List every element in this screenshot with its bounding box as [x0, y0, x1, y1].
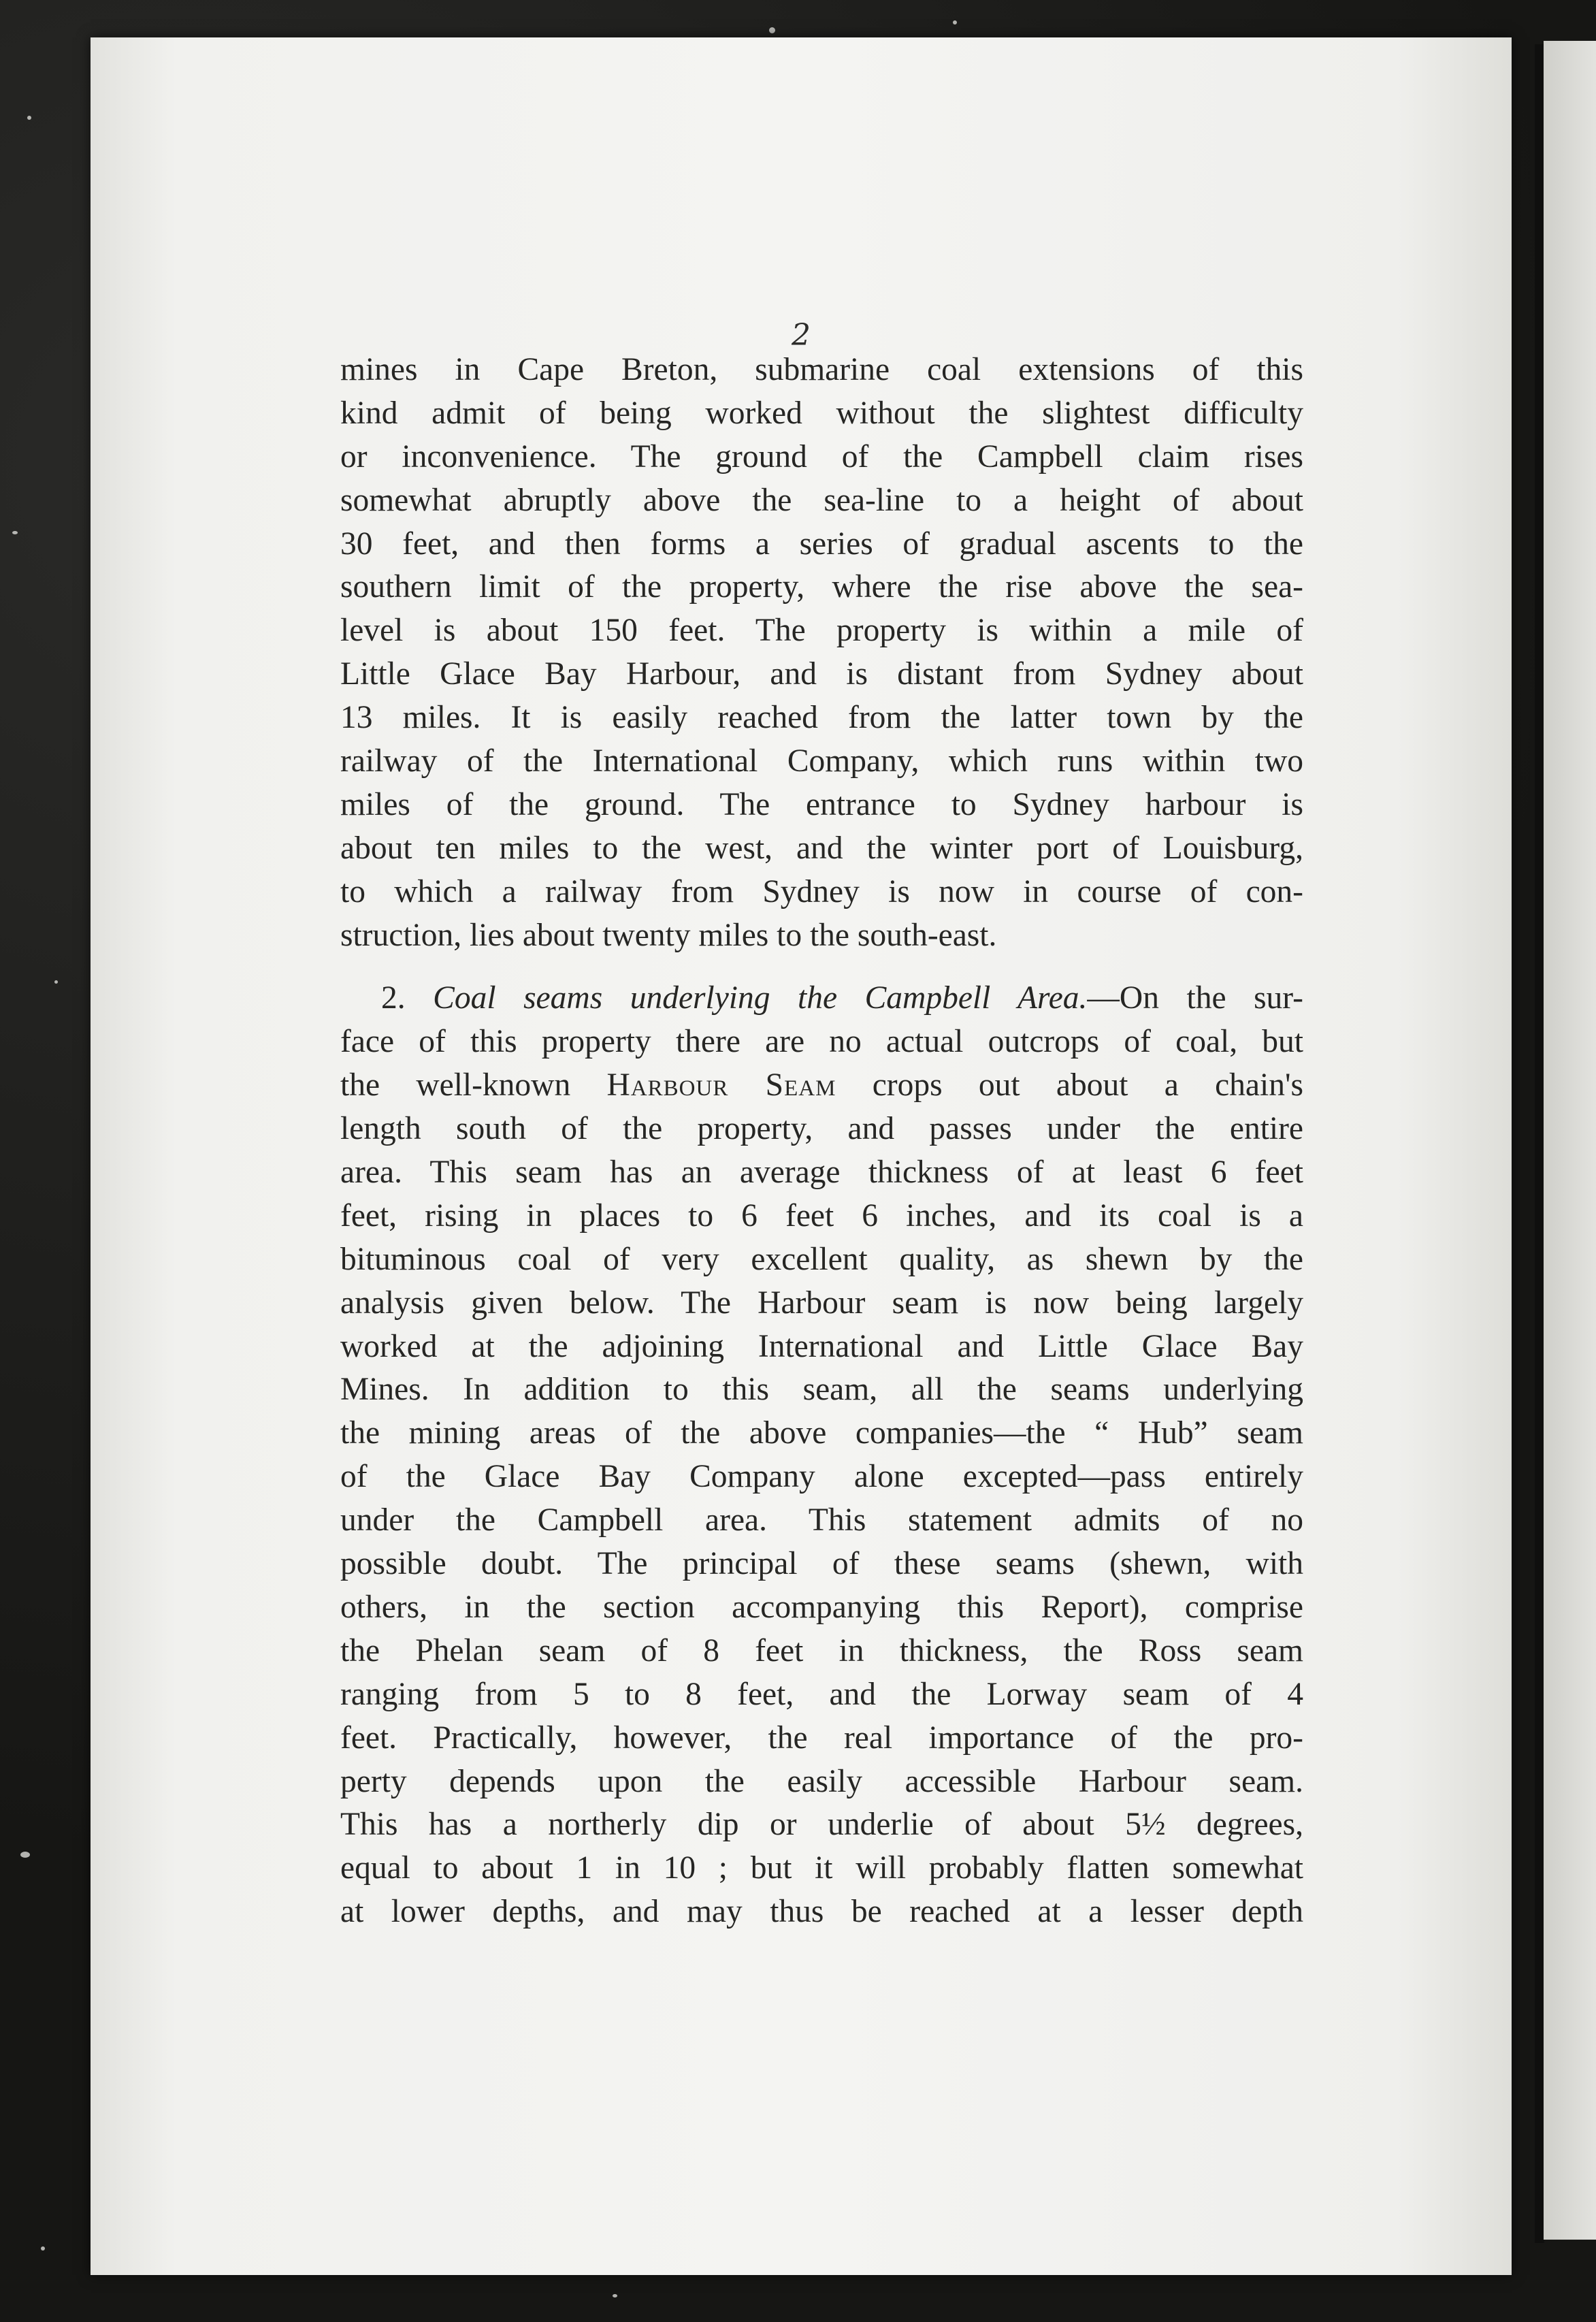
text-line: southern limit of the property, where the rise above the sea-: [340, 569, 1303, 605]
text-line: at lower depths, and may thus be reached at a lesser depth: [340, 1894, 1303, 1930]
dust-speck: [613, 2294, 617, 2297]
text-line: length south of the property, and passes under the entire: [340, 1111, 1303, 1147]
text-line: mines in Cape Breton, submarine coal extensions of this: [340, 352, 1303, 387]
text-line: area. This seam has an average thickness of at least 6 feet: [340, 1155, 1303, 1191]
text-line: possible doubt. The principal of these seams (shewn, with: [340, 1546, 1303, 1582]
text-line: to which a railway from Sydney is now in course of con-: [340, 873, 1303, 909]
text-line: miles of the ground. The entrance to Sydney harbour is: [340, 786, 1303, 822]
facing-page-edge: [1544, 41, 1596, 2240]
text-line: equal to about 1 in 10 ; but it will probably flatten somewhat: [340, 1850, 1303, 1886]
text-line: the mining areas of the above companies—the “ Hub” seam: [340, 1415, 1303, 1451]
text-line: 13 miles. It is easily reached from the latter town by the: [340, 700, 1303, 736]
text-line: others, in the section accompanying this Report), comprise: [340, 1589, 1303, 1625]
text-line: ranging from 5 to 8 feet, and the Lorway seam of 4: [340, 1676, 1303, 1712]
text-line: feet. Practically, however, the real importance of the pro-: [340, 1720, 1303, 1756]
text-line: of the Glace Bay Company alone excepted—pass entirely: [340, 1459, 1303, 1495]
paragraph-1: [340, 349, 1303, 957]
section-number: 2.: [381, 980, 406, 1016]
text-line: This has a northerly dip or underlie of about 5½ degrees,: [340, 1807, 1303, 1843]
dust-speck: [27, 116, 31, 120]
text-line: kind admit of being worked without the slightest difficulty: [340, 395, 1303, 431]
text-line: Mines. In addition to this seam, all the seams underlying: [340, 1372, 1303, 1408]
body-text: [340, 349, 1303, 1934]
text-fragment: —On the sur-: [1087, 980, 1303, 1016]
text-line: Little Glace Bay Harbour, and is distant from Sydney about: [340, 656, 1303, 692]
dust-speck: [769, 27, 775, 33]
dust-speck: [20, 1852, 30, 1858]
paragraph-2: [340, 977, 1303, 1934]
paragraph-gap: [340, 957, 1303, 977]
text-fragment: crops out about a chain's: [836, 1067, 1303, 1103]
page-gutter: [1535, 44, 1544, 2243]
text-line: feet, rising in places to 6 feet 6 inches, and its coal is a: [340, 1197, 1303, 1233]
text-line: or inconvenience. The ground of the Campbell claim rises: [340, 438, 1303, 474]
text-line: bituminous coal of very excellent quality, as shewn by the: [340, 1241, 1303, 1277]
harbour-seam-term: Harbour Seam: [606, 1067, 836, 1103]
section-heading-line: [340, 977, 1303, 1020]
text-line: struction, lies about twenty miles to the south-east.: [340, 917, 997, 953]
dust-speck: [54, 980, 58, 984]
text-line: perty depends upon the easily accessible Harbour seam.: [340, 1763, 1303, 1799]
dust-speck: [41, 2246, 45, 2251]
text-line: face of this property there are no actual outcrops of coal, but: [340, 1024, 1303, 1060]
text-line: somewhat abruptly above the sea-line to a height of about: [340, 482, 1303, 518]
text-line: 30 feet, and then forms a series of gradual ascents to the: [340, 526, 1303, 562]
text-line: about ten miles to the west, and the winter port of Louisburg,: [340, 830, 1303, 866]
dust-speck: [953, 20, 957, 25]
text-line: analysis given below. The Harbour seam is now being largely: [340, 1285, 1303, 1321]
section-heading: Coal seams underlying the Campbell Area.: [433, 980, 1088, 1016]
page-number: 2: [792, 318, 811, 353]
text-line: railway of the International Company, which runs within two: [340, 743, 1303, 779]
dust-speck: [12, 531, 18, 534]
text-line: under the Campbell area. This statement admits of no: [340, 1502, 1303, 1538]
text-line: the Phelan seam of 8 feet in thickness, the Ross seam: [340, 1632, 1303, 1668]
text-line: [340, 1064, 1303, 1108]
text-line: worked at the adjoining International and Little Glace Bay: [340, 1328, 1303, 1364]
text-line: level is about 150 feet. The property is within a mile of: [340, 613, 1303, 649]
text-fragment: the well-known: [340, 1067, 607, 1103]
